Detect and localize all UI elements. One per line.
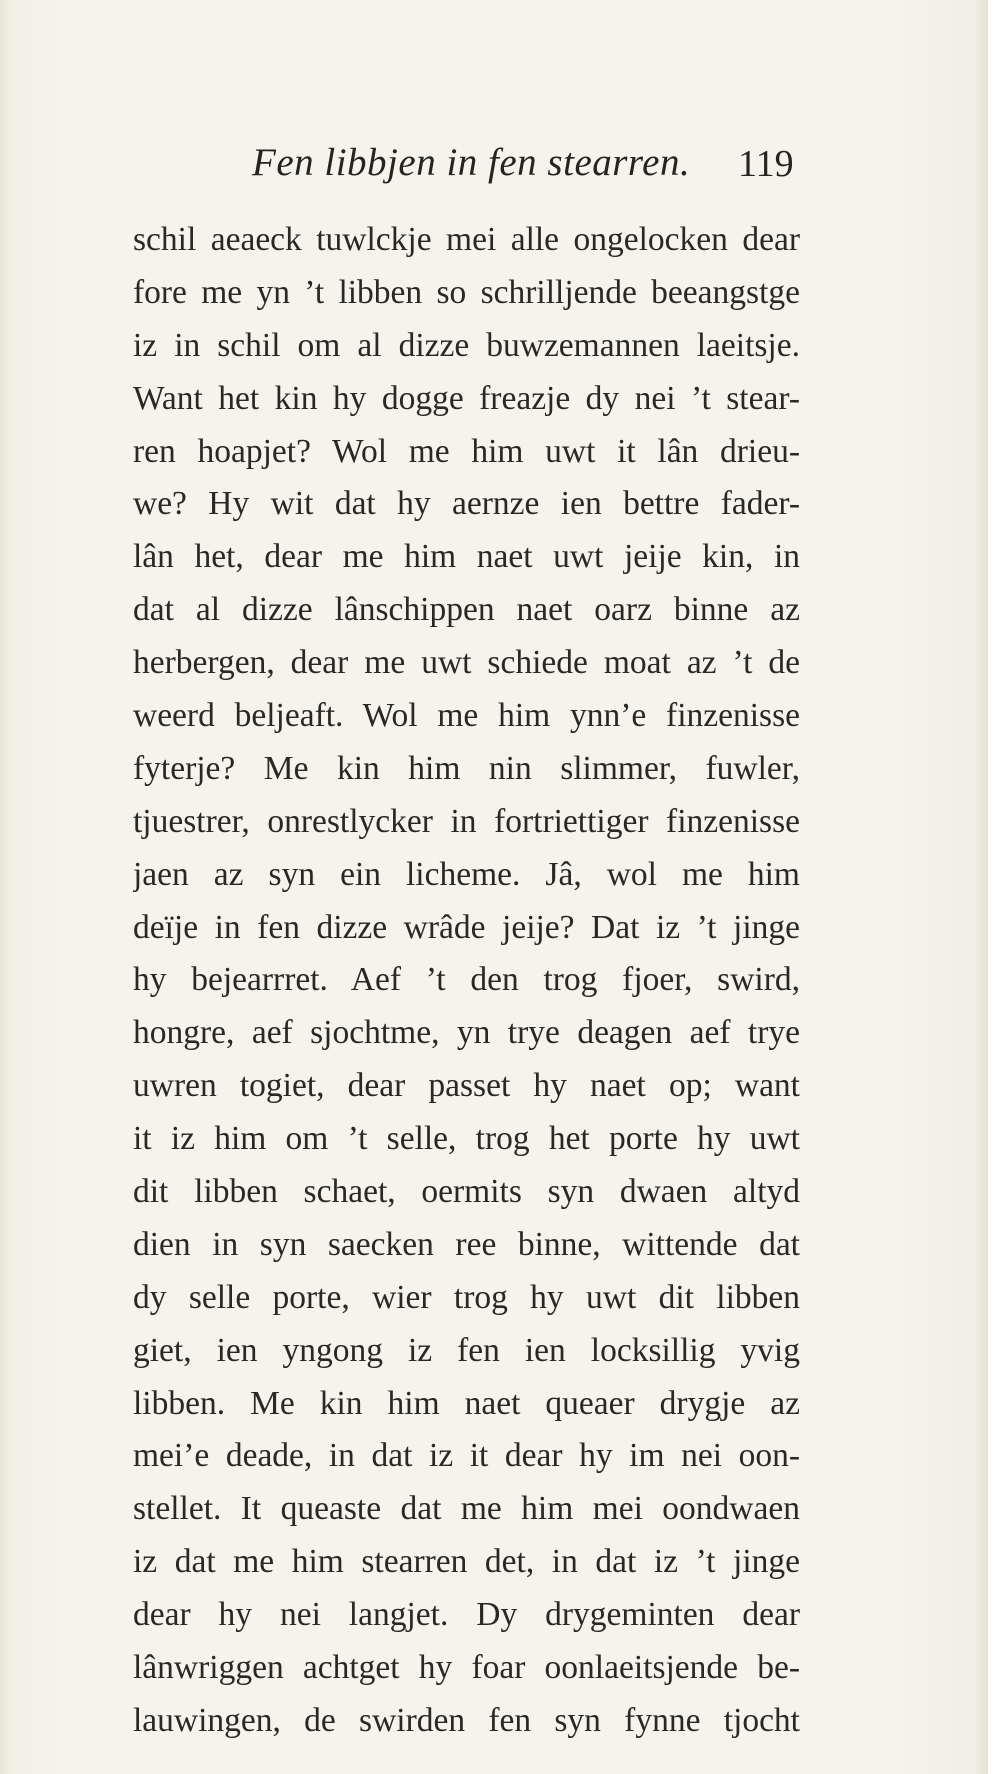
text-line: dat al dizze lânschippen naet oarz binne az <box>133 591 800 629</box>
text-line: dien in syn saecken ree binne, wittende dat <box>133 1225 800 1263</box>
text-line: herbergen, dear me uwt schiede moat az ’t de <box>133 644 800 682</box>
text-line: weerd beljeaft. Wol me him ynn’e finzenisse <box>133 697 800 735</box>
text-line: stellet. It queaste dat me him mei oondwaen <box>133 1490 800 1528</box>
text-line: iz in schil om al dizze buwzemannen laeitsje. <box>133 326 800 364</box>
text-line: Want het kin hy dogge freazje dy nei ’t stear- <box>133 379 800 417</box>
page-edge <box>988 0 1000 1774</box>
body-text <box>133 214 800 1748</box>
text-line: lânwriggen achtget hy foar oonlaeitsjende be- <box>133 1649 800 1687</box>
text-line: dear hy nei langjet. Dy drygeminten dear <box>133 1596 800 1634</box>
text-line: lân het, dear me him naet uwt jeije kin, in <box>133 538 800 576</box>
text-line: we? Hy wit dat hy aernze ien bettre fader- <box>133 485 800 523</box>
text-line: giet, ien yngong iz fen ien locksillig yvig <box>133 1331 800 1369</box>
running-head <box>0 140 988 190</box>
text-line: dit libben schaet, oermits syn dwaen altyd <box>133 1173 800 1211</box>
text-line: iz dat me him stearren det, in dat iz ’t jinge <box>133 1543 800 1581</box>
text-line: schil aeaeck tuwlckje mei alle ongelocken dear <box>133 221 800 258</box>
page-number: 119 <box>738 143 794 185</box>
text-line: libben. Me kin him naet queaer drygje az <box>133 1384 800 1422</box>
text-line: ren hoapjet? Wol me him uwt it lân drieu- <box>133 432 800 470</box>
text-line: hy bejearrret. Aef ’t den trog fjoer, swird, <box>133 961 800 999</box>
text-line: dy selle porte, wier trog hy uwt dit libben <box>133 1278 800 1316</box>
text-line: tjuestrer, onrestlycker in fortriettiger finzenisse <box>133 802 800 840</box>
text-line: fyterje? Me kin him nin slimmer, fuwler, <box>133 749 800 787</box>
running-title: Fen libbjen in fen stearren. <box>252 141 691 184</box>
text-line: lauwingen, de swirden fen syn fynne tjocht <box>133 1701 800 1739</box>
text-line: it iz him om ’t selle, trog het porte hy uwt <box>133 1120 800 1158</box>
text-line: fore me yn ’t libben so schrilljende beeangstge <box>133 273 800 311</box>
text-line: hongre, aef sjochtme, yn trye deagen aef trye <box>133 1014 800 1052</box>
text-line: uwren togiet, dear passet hy naet op; want <box>133 1067 800 1105</box>
text-line: deïje in fen dizze wrâde jeije? Dat iz ’t jinge <box>133 908 800 946</box>
text-line: mei’e deade, in dat iz it dear hy im nei oon- <box>133 1437 800 1475</box>
text-line: jaen az syn ein licheme. Jâ, wol me him <box>133 855 800 893</box>
